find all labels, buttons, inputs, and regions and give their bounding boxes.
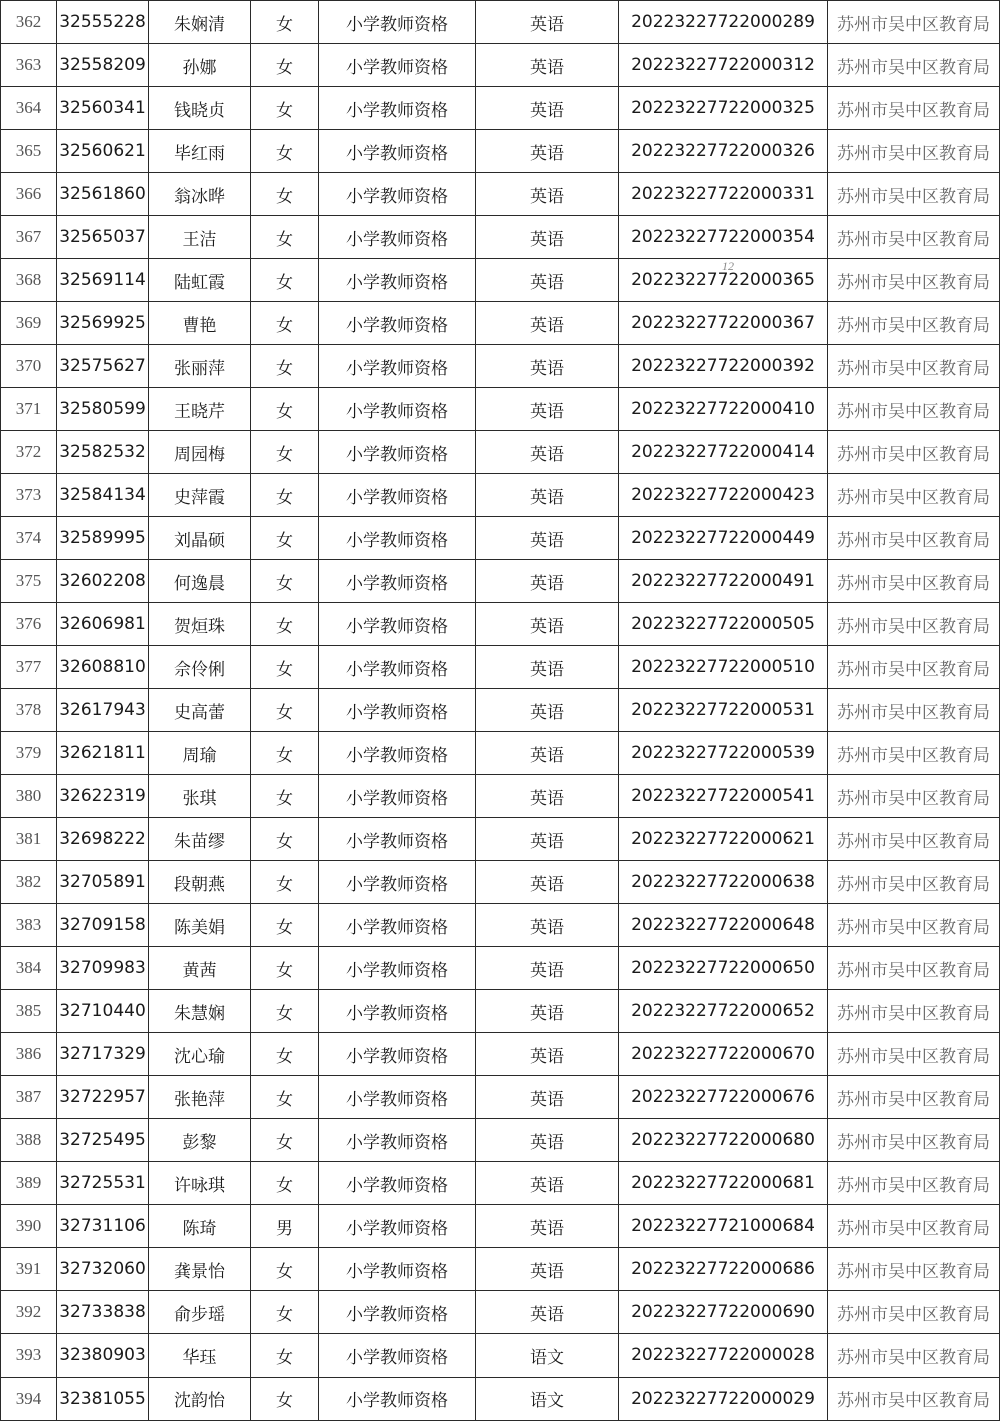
certificate-number-cell: 20223227722000680 bbox=[619, 1119, 828, 1162]
qualification-cell: 小学教师资格 bbox=[319, 173, 476, 216]
table-row bbox=[1, 818, 1000, 861]
issuing-authority-cell: 苏州市吴中区教育局 bbox=[828, 775, 1000, 818]
exam-id-cell: 32589995 bbox=[57, 517, 149, 560]
row-number-cell: 377 bbox=[1, 646, 57, 689]
qualification-cell: 小学教师资格 bbox=[319, 1291, 476, 1334]
name-cell: 张艳萍 bbox=[149, 1076, 251, 1119]
subject-cell: 英语 bbox=[476, 689, 619, 732]
gender-cell: 女 bbox=[251, 388, 319, 431]
table-row bbox=[1, 775, 1000, 818]
name-cell: 彭黎 bbox=[149, 1119, 251, 1162]
gender-cell: 女 bbox=[251, 603, 319, 646]
certificate-number-cell: 20223227722000289 bbox=[619, 1, 828, 44]
subject-cell: 英语 bbox=[476, 1248, 619, 1291]
subject-cell: 英语 bbox=[476, 302, 619, 345]
certificate-number-cell: 20223227722000541 bbox=[619, 775, 828, 818]
issuing-authority-cell: 苏州市吴中区教育局 bbox=[828, 1377, 1000, 1421]
subject-cell: 英语 bbox=[476, 44, 619, 87]
row-number-cell: 384 bbox=[1, 947, 57, 990]
name-cell: 翁冰晔 bbox=[149, 173, 251, 216]
qualification-cell: 小学教师资格 bbox=[319, 259, 476, 302]
exam-id-cell: 32569114 bbox=[57, 259, 149, 302]
certificate-number-cell: 20223227722000449 bbox=[619, 517, 828, 560]
qualification-cell: 小学教师资格 bbox=[319, 689, 476, 732]
exam-id-cell: 32558209 bbox=[57, 44, 149, 87]
gender-cell: 女 bbox=[251, 216, 319, 259]
certificate-number-cell: 20223227722000690 bbox=[619, 1291, 828, 1334]
exam-id-cell: 32569925 bbox=[57, 302, 149, 345]
table-row bbox=[1, 603, 1000, 646]
certificate-number-cell: 20223227722000410 bbox=[619, 388, 828, 431]
gender-cell: 女 bbox=[251, 1033, 319, 1076]
row-number-cell: 369 bbox=[1, 302, 57, 345]
gender-cell: 女 bbox=[251, 87, 319, 130]
table-row bbox=[1, 1248, 1000, 1291]
qualification-cell: 小学教师资格 bbox=[319, 904, 476, 947]
gender-cell: 女 bbox=[251, 44, 319, 87]
subject-cell: 语文 bbox=[476, 1334, 619, 1377]
subject-cell: 英语 bbox=[476, 1162, 619, 1205]
gender-cell: 女 bbox=[251, 646, 319, 689]
issuing-authority-cell: 苏州市吴中区教育局 bbox=[828, 44, 1000, 87]
subject-cell: 英语 bbox=[476, 732, 619, 775]
subject-cell: 英语 bbox=[476, 1, 619, 44]
qualification-cell: 小学教师资格 bbox=[319, 990, 476, 1033]
issuing-authority-cell: 苏州市吴中区教育局 bbox=[828, 732, 1000, 775]
gender-cell: 女 bbox=[251, 1334, 319, 1377]
qualification-cell: 小学教师资格 bbox=[319, 818, 476, 861]
row-number-cell: 368 bbox=[1, 259, 57, 302]
issuing-authority-cell: 苏州市吴中区教育局 bbox=[828, 1076, 1000, 1119]
exam-id-cell: 32622319 bbox=[57, 775, 149, 818]
issuing-authority-cell: 苏州市吴中区教育局 bbox=[828, 1291, 1000, 1334]
subject-cell: 英语 bbox=[476, 775, 619, 818]
issuing-authority-cell: 苏州市吴中区教育局 bbox=[828, 990, 1000, 1033]
issuing-authority-cell: 苏州市吴中区教育局 bbox=[828, 1, 1000, 44]
name-cell: 周瑜 bbox=[149, 732, 251, 775]
issuing-authority-cell: 苏州市吴中区教育局 bbox=[828, 1162, 1000, 1205]
certificate-number-cell: 20223227722000414 bbox=[619, 431, 828, 474]
row-number-cell: 364 bbox=[1, 87, 57, 130]
exam-id-cell: 32709158 bbox=[57, 904, 149, 947]
row-number-cell: 372 bbox=[1, 431, 57, 474]
exam-id-cell: 32560341 bbox=[57, 87, 149, 130]
issuing-authority-cell: 苏州市吴中区教育局 bbox=[828, 1334, 1000, 1377]
table-row bbox=[1, 1, 1000, 44]
certificate-number-cell: 20223227722000510 bbox=[619, 646, 828, 689]
certificate-number-cell: 20223227722000670 bbox=[619, 1033, 828, 1076]
row-number-cell: 386 bbox=[1, 1033, 57, 1076]
exam-id-cell: 32709983 bbox=[57, 947, 149, 990]
issuing-authority-cell: 苏州市吴中区教育局 bbox=[828, 216, 1000, 259]
gender-cell: 女 bbox=[251, 990, 319, 1033]
exam-id-cell: 32710440 bbox=[57, 990, 149, 1033]
exam-id-cell: 32555228 bbox=[57, 1, 149, 44]
subject-cell: 英语 bbox=[476, 87, 619, 130]
certificate-number-cell: 20223227722000331 bbox=[619, 173, 828, 216]
subject-cell: 英语 bbox=[476, 517, 619, 560]
subject-cell: 语文 bbox=[476, 1377, 619, 1421]
name-cell: 孙娜 bbox=[149, 44, 251, 87]
table-row bbox=[1, 302, 1000, 345]
issuing-authority-cell: 苏州市吴中区教育局 bbox=[828, 173, 1000, 216]
name-cell: 朱慧娴 bbox=[149, 990, 251, 1033]
gender-cell: 女 bbox=[251, 1119, 319, 1162]
exam-id-cell: 32606981 bbox=[57, 603, 149, 646]
certificate-number-cell: 20223227722000367 bbox=[619, 302, 828, 345]
certificate-number-cell: 20223227722000686 bbox=[619, 1248, 828, 1291]
certificate-number-cell: 20223227722000326 bbox=[619, 130, 828, 173]
name-cell: 何逸晨 bbox=[149, 560, 251, 603]
issuing-authority-cell: 苏州市吴中区教育局 bbox=[828, 1248, 1000, 1291]
gender-cell: 女 bbox=[251, 431, 319, 474]
issuing-authority-cell: 苏州市吴中区教育局 bbox=[828, 517, 1000, 560]
exam-id-cell: 32602208 bbox=[57, 560, 149, 603]
table-row bbox=[1, 1076, 1000, 1119]
exam-id-cell: 32575627 bbox=[57, 345, 149, 388]
table-row bbox=[1, 990, 1000, 1033]
name-cell: 史萍霞 bbox=[149, 474, 251, 517]
certificate-number-cell: 20223227722000028 bbox=[619, 1334, 828, 1377]
table-row bbox=[1, 947, 1000, 990]
exam-id-cell: 32705891 bbox=[57, 861, 149, 904]
issuing-authority-cell: 苏州市吴中区教育局 bbox=[828, 302, 1000, 345]
row-number-cell: 365 bbox=[1, 130, 57, 173]
exam-id-cell: 32621811 bbox=[57, 732, 149, 775]
certificate-number-cell: 20223227722000539 bbox=[619, 732, 828, 775]
name-cell: 王洁 bbox=[149, 216, 251, 259]
name-cell: 陆虹霞 bbox=[149, 259, 251, 302]
exam-id-cell: 32617943 bbox=[57, 689, 149, 732]
table-row bbox=[1, 216, 1000, 259]
subject-cell: 英语 bbox=[476, 1033, 619, 1076]
table-row bbox=[1, 259, 1000, 302]
gender-cell: 女 bbox=[251, 130, 319, 173]
exam-id-cell: 32608810 bbox=[57, 646, 149, 689]
gender-cell: 女 bbox=[251, 474, 319, 517]
issuing-authority-cell: 苏州市吴中区教育局 bbox=[828, 1033, 1000, 1076]
gender-cell: 女 bbox=[251, 1248, 319, 1291]
table-row bbox=[1, 904, 1000, 947]
table-row bbox=[1, 646, 1000, 689]
subject-cell: 英语 bbox=[476, 904, 619, 947]
name-cell: 沈心瑜 bbox=[149, 1033, 251, 1076]
exam-id-cell: 32725531 bbox=[57, 1162, 149, 1205]
subject-cell: 英语 bbox=[476, 130, 619, 173]
qualification-cell: 小学教师资格 bbox=[319, 216, 476, 259]
exam-id-cell: 32560621 bbox=[57, 130, 149, 173]
subject-cell: 英语 bbox=[476, 947, 619, 990]
qualification-cell: 小学教师资格 bbox=[319, 345, 476, 388]
issuing-authority-cell: 苏州市吴中区教育局 bbox=[828, 1205, 1000, 1248]
qualification-cell: 小学教师资格 bbox=[319, 130, 476, 173]
qualification-cell: 小学教师资格 bbox=[319, 1205, 476, 1248]
row-number-cell: 362 bbox=[1, 1, 57, 44]
qualification-cell: 小学教师资格 bbox=[319, 1377, 476, 1421]
table-row bbox=[1, 474, 1000, 517]
exam-id-cell: 32381055 bbox=[57, 1377, 149, 1421]
issuing-authority-cell: 苏州市吴中区教育局 bbox=[828, 947, 1000, 990]
exam-id-cell: 32732060 bbox=[57, 1248, 149, 1291]
issuing-authority-cell: 苏州市吴中区教育局 bbox=[828, 646, 1000, 689]
table-row bbox=[1, 44, 1000, 87]
subject-cell: 英语 bbox=[476, 1291, 619, 1334]
exam-id-cell: 32380903 bbox=[57, 1334, 149, 1377]
gender-cell: 女 bbox=[251, 818, 319, 861]
qualification-cell: 小学教师资格 bbox=[319, 1248, 476, 1291]
name-cell: 俞步瑶 bbox=[149, 1291, 251, 1334]
row-number-cell: 390 bbox=[1, 1205, 57, 1248]
table-row bbox=[1, 173, 1000, 216]
gender-cell: 女 bbox=[251, 517, 319, 560]
table-row bbox=[1, 1205, 1000, 1248]
table-row bbox=[1, 130, 1000, 173]
qualification-cell: 小学教师资格 bbox=[319, 775, 476, 818]
subject-cell: 英语 bbox=[476, 1205, 619, 1248]
row-number-cell: 373 bbox=[1, 474, 57, 517]
table-row bbox=[1, 689, 1000, 732]
row-number-cell: 388 bbox=[1, 1119, 57, 1162]
gender-cell: 女 bbox=[251, 1162, 319, 1205]
subject-cell: 英语 bbox=[476, 431, 619, 474]
name-cell: 龚景怡 bbox=[149, 1248, 251, 1291]
certificate-number-cell: 20223227722000648 bbox=[619, 904, 828, 947]
exam-id-cell: 32733838 bbox=[57, 1291, 149, 1334]
certificate-number-cell: 20223227722000531 bbox=[619, 689, 828, 732]
issuing-authority-cell: 苏州市吴中区教育局 bbox=[828, 560, 1000, 603]
name-cell: 沈韵怡 bbox=[149, 1377, 251, 1421]
gender-cell: 女 bbox=[251, 1291, 319, 1334]
name-cell: 毕红雨 bbox=[149, 130, 251, 173]
certificate-number-cell: 20223227722000650 bbox=[619, 947, 828, 990]
table-row bbox=[1, 345, 1000, 388]
exam-id-cell: 32722957 bbox=[57, 1076, 149, 1119]
subject-cell: 英语 bbox=[476, 173, 619, 216]
issuing-authority-cell: 苏州市吴中区教育局 bbox=[828, 87, 1000, 130]
qualification-cell: 小学教师资格 bbox=[319, 603, 476, 646]
gender-cell: 女 bbox=[251, 775, 319, 818]
name-cell: 史高蕾 bbox=[149, 689, 251, 732]
table-row bbox=[1, 388, 1000, 431]
certificate-number-cell: 20223227722000505 bbox=[619, 603, 828, 646]
subject-cell: 英语 bbox=[476, 474, 619, 517]
issuing-authority-cell: 苏州市吴中区教育局 bbox=[828, 130, 1000, 173]
qualification-cell: 小学教师资格 bbox=[319, 1, 476, 44]
subject-cell: 英语 bbox=[476, 818, 619, 861]
exam-id-cell: 32698222 bbox=[57, 818, 149, 861]
name-cell: 张琪 bbox=[149, 775, 251, 818]
issuing-authority-cell: 苏州市吴中区教育局 bbox=[828, 474, 1000, 517]
table-row bbox=[1, 1334, 1000, 1377]
row-number-cell: 389 bbox=[1, 1162, 57, 1205]
name-cell: 佘伶俐 bbox=[149, 646, 251, 689]
qualification-cell: 小学教师资格 bbox=[319, 302, 476, 345]
subject-cell: 英语 bbox=[476, 345, 619, 388]
issuing-authority-cell: 苏州市吴中区教育局 bbox=[828, 689, 1000, 732]
row-number-cell: 387 bbox=[1, 1076, 57, 1119]
issuing-authority-cell: 苏州市吴中区教育局 bbox=[828, 861, 1000, 904]
row-number-cell: 371 bbox=[1, 388, 57, 431]
row-number-cell: 375 bbox=[1, 560, 57, 603]
name-cell: 钱晓贞 bbox=[149, 87, 251, 130]
qualification-cell: 小学教师资格 bbox=[319, 87, 476, 130]
table-row bbox=[1, 1377, 1000, 1421]
table-row bbox=[1, 861, 1000, 904]
gender-cell: 女 bbox=[251, 345, 319, 388]
issuing-authority-cell: 苏州市吴中区教育局 bbox=[828, 345, 1000, 388]
table-row bbox=[1, 732, 1000, 775]
certificate-number-cell: 20223227722000638 bbox=[619, 861, 828, 904]
table-row bbox=[1, 1033, 1000, 1076]
certificate-number-cell: 20223227722000491 bbox=[619, 560, 828, 603]
issuing-authority-cell: 苏州市吴中区教育局 bbox=[828, 603, 1000, 646]
certificate-number-cell: 20223227722000681 bbox=[619, 1162, 828, 1205]
name-cell: 曹艳 bbox=[149, 302, 251, 345]
issuing-authority-cell: 苏州市吴中区教育局 bbox=[828, 431, 1000, 474]
row-number-cell: 374 bbox=[1, 517, 57, 560]
page-number-mark: 12 bbox=[722, 259, 734, 273]
certificate-number-cell: 20223227722000423 bbox=[619, 474, 828, 517]
qualification-cell: 小学教师资格 bbox=[319, 560, 476, 603]
table-row bbox=[1, 517, 1000, 560]
exam-id-cell: 32584134 bbox=[57, 474, 149, 517]
qualification-cell: 小学教师资格 bbox=[319, 947, 476, 990]
qualification-cell: 小学教师资格 bbox=[319, 732, 476, 775]
gender-cell: 女 bbox=[251, 302, 319, 345]
subject-cell: 英语 bbox=[476, 216, 619, 259]
subject-cell: 英语 bbox=[476, 990, 619, 1033]
row-number-cell: 393 bbox=[1, 1334, 57, 1377]
roster-body bbox=[1, 1, 1000, 1421]
name-cell: 段朝燕 bbox=[149, 861, 251, 904]
certificate-number-cell: 20223227722000312 bbox=[619, 44, 828, 87]
qualification-cell: 小学教师资格 bbox=[319, 474, 476, 517]
qualification-cell: 小学教师资格 bbox=[319, 44, 476, 87]
qualification-cell: 小学教师资格 bbox=[319, 388, 476, 431]
row-number-cell: 394 bbox=[1, 1377, 57, 1421]
row-number-cell: 382 bbox=[1, 861, 57, 904]
row-number-cell: 391 bbox=[1, 1248, 57, 1291]
certificate-number-cell: 20223227722000365 bbox=[619, 259, 828, 302]
name-cell: 黄茜 bbox=[149, 947, 251, 990]
exam-id-cell: 32561860 bbox=[57, 173, 149, 216]
qualification-cell: 小学教师资格 bbox=[319, 1033, 476, 1076]
exam-id-cell: 32565037 bbox=[57, 216, 149, 259]
row-number-cell: 378 bbox=[1, 689, 57, 732]
qualification-cell: 小学教师资格 bbox=[319, 1162, 476, 1205]
issuing-authority-cell: 苏州市吴中区教育局 bbox=[828, 818, 1000, 861]
name-cell: 朱苗缪 bbox=[149, 818, 251, 861]
name-cell: 刘晶硕 bbox=[149, 517, 251, 560]
gender-cell: 女 bbox=[251, 259, 319, 302]
name-cell: 朱娴清 bbox=[149, 1, 251, 44]
gender-cell: 女 bbox=[251, 904, 319, 947]
certificate-number-cell: 20223227722000621 bbox=[619, 818, 828, 861]
row-number-cell: 383 bbox=[1, 904, 57, 947]
gender-cell: 女 bbox=[251, 732, 319, 775]
exam-id-cell: 32580599 bbox=[57, 388, 149, 431]
name-cell: 张丽萍 bbox=[149, 345, 251, 388]
qualification-cell: 小学教师资格 bbox=[319, 1076, 476, 1119]
issuing-authority-cell: 苏州市吴中区教育局 bbox=[828, 388, 1000, 431]
exam-id-cell: 32725495 bbox=[57, 1119, 149, 1162]
issuing-authority-cell: 苏州市吴中区教育局 bbox=[828, 259, 1000, 302]
qualification-cell: 小学教师资格 bbox=[319, 431, 476, 474]
gender-cell: 女 bbox=[251, 947, 319, 990]
name-cell: 陈琦 bbox=[149, 1205, 251, 1248]
certificate-number-cell: 20223227722000392 bbox=[619, 345, 828, 388]
qualification-cell: 小学教师资格 bbox=[319, 861, 476, 904]
row-number-cell: 379 bbox=[1, 732, 57, 775]
gender-cell: 女 bbox=[251, 689, 319, 732]
gender-cell: 女 bbox=[251, 1076, 319, 1119]
name-cell: 周园梅 bbox=[149, 431, 251, 474]
gender-cell: 女 bbox=[251, 173, 319, 216]
row-number-cell: 381 bbox=[1, 818, 57, 861]
subject-cell: 英语 bbox=[476, 259, 619, 302]
table-row bbox=[1, 1291, 1000, 1334]
gender-cell: 女 bbox=[251, 861, 319, 904]
name-cell: 王晓芹 bbox=[149, 388, 251, 431]
subject-cell: 英语 bbox=[476, 1076, 619, 1119]
gender-cell: 女 bbox=[251, 1377, 319, 1421]
row-number-cell: 366 bbox=[1, 173, 57, 216]
name-cell: 贺烜珠 bbox=[149, 603, 251, 646]
exam-id-cell: 32731106 bbox=[57, 1205, 149, 1248]
gender-cell: 男 bbox=[251, 1205, 319, 1248]
subject-cell: 英语 bbox=[476, 646, 619, 689]
qualification-cell: 小学教师资格 bbox=[319, 517, 476, 560]
certificate-number-cell: 20223227722000652 bbox=[619, 990, 828, 1033]
subject-cell: 英语 bbox=[476, 861, 619, 904]
issuing-authority-cell: 苏州市吴中区教育局 bbox=[828, 904, 1000, 947]
subject-cell: 英语 bbox=[476, 388, 619, 431]
certificate-number-cell: 20223227722000325 bbox=[619, 87, 828, 130]
table-row bbox=[1, 87, 1000, 130]
name-cell: 陈美娟 bbox=[149, 904, 251, 947]
name-cell: 华珏 bbox=[149, 1334, 251, 1377]
table-row bbox=[1, 1119, 1000, 1162]
issuing-authority-cell: 苏州市吴中区教育局 bbox=[828, 1119, 1000, 1162]
row-number-cell: 380 bbox=[1, 775, 57, 818]
qualification-cell: 小学教师资格 bbox=[319, 1119, 476, 1162]
row-number-cell: 367 bbox=[1, 216, 57, 259]
exam-id-cell: 32582532 bbox=[57, 431, 149, 474]
subject-cell: 英语 bbox=[476, 560, 619, 603]
table-row bbox=[1, 431, 1000, 474]
subject-cell: 英语 bbox=[476, 1119, 619, 1162]
row-number-cell: 363 bbox=[1, 44, 57, 87]
qualification-cell: 小学教师资格 bbox=[319, 1334, 476, 1377]
table-row bbox=[1, 1162, 1000, 1205]
table-row bbox=[1, 560, 1000, 603]
row-number-cell: 385 bbox=[1, 990, 57, 1033]
gender-cell: 女 bbox=[251, 560, 319, 603]
certificate-number-cell: 20223227722000354 bbox=[619, 216, 828, 259]
gender-cell: 女 bbox=[251, 1, 319, 44]
name-cell: 许咏琪 bbox=[149, 1162, 251, 1205]
certificate-number-cell: 20223227721000684 bbox=[619, 1205, 828, 1248]
certificate-number-cell: 20223227722000676 bbox=[619, 1076, 828, 1119]
exam-id-cell: 32717329 bbox=[57, 1033, 149, 1076]
qualification-cell: 小学教师资格 bbox=[319, 646, 476, 689]
subject-cell: 英语 bbox=[476, 603, 619, 646]
row-number-cell: 370 bbox=[1, 345, 57, 388]
row-number-cell: 376 bbox=[1, 603, 57, 646]
row-number-cell: 392 bbox=[1, 1291, 57, 1334]
certificate-number-cell: 20223227722000029 bbox=[619, 1377, 828, 1421]
